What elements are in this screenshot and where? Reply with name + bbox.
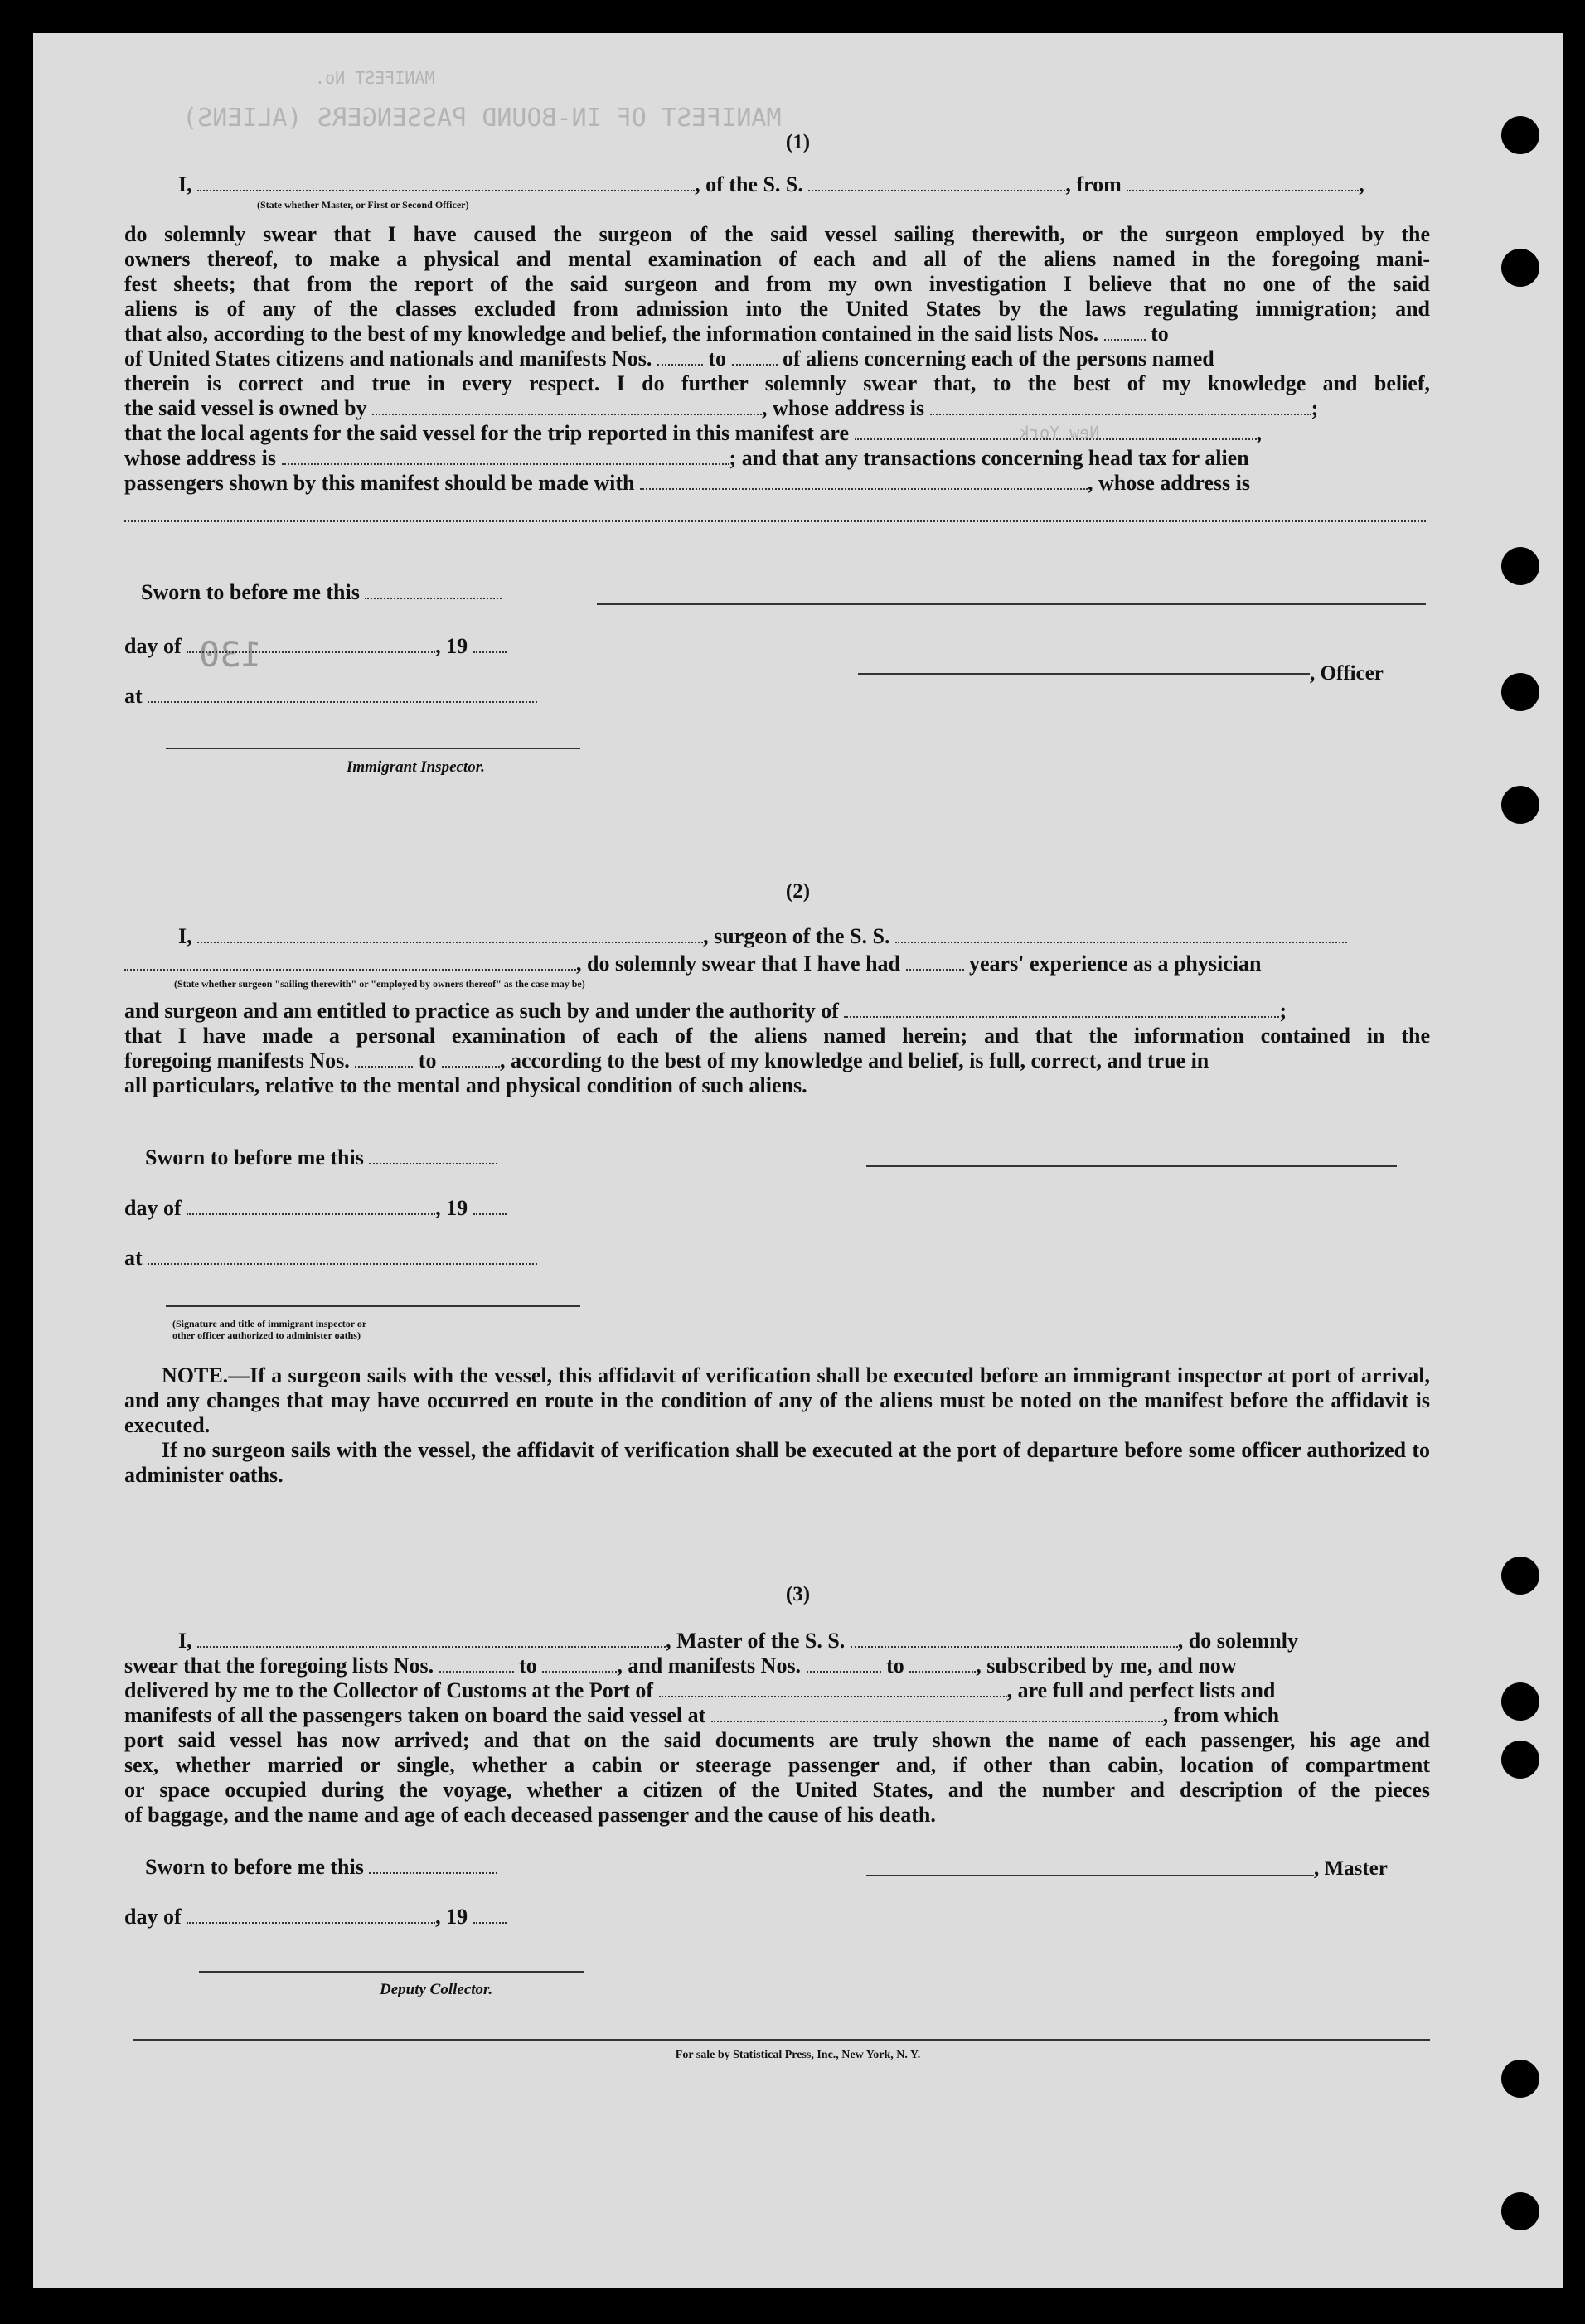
- owner-address-field[interactable]: [930, 399, 1311, 415]
- s3-lists-from-field[interactable]: [439, 1656, 514, 1673]
- surgeon-status-field[interactable]: [124, 954, 576, 971]
- surgeon-name-field[interactable]: [197, 927, 703, 943]
- s2-sworn-line: Sworn to before me this: [145, 1145, 593, 1170]
- s1-line-12: passengers shown by this manifest should be made with , whose address is: [124, 471, 1250, 495]
- s2-line-6: all particulars, relative to the mental and physical condition of such aliens.: [124, 1073, 807, 1097]
- collector-signature-line[interactable]: [199, 1971, 584, 1973]
- section-1-number: (1): [785, 131, 811, 153]
- years-experience-field[interactable]: [906, 954, 964, 971]
- s3-line-5: port said vessel has now arrived; and that on the said documents are truly shown the name of each passenger, his age and: [124, 1728, 1430, 1752]
- vessel-name-field[interactable]: [808, 175, 1065, 191]
- s1-line-6: that also, according to the best of my knowledge and belief, the information contained in the said lists Nos. to: [124, 322, 1169, 346]
- head-tax-address-field[interactable]: [124, 520, 1426, 522]
- s3-line-8: of baggage, and the name and age of each deceased passenger and the cause of his death.: [124, 1803, 936, 1827]
- manifests-to-field[interactable]: [732, 349, 778, 366]
- s3-day-field[interactable]: [187, 1907, 435, 1924]
- s2-officer-signature-line[interactable]: [166, 1305, 580, 1307]
- s3-lists-to-field[interactable]: [542, 1656, 617, 1673]
- s2-day-of-line: day of , 19: [124, 1196, 589, 1221]
- section-2-number: (2): [785, 880, 811, 903]
- s2-vessel-field[interactable]: [895, 927, 1347, 943]
- from-port-field[interactable]: [1127, 175, 1359, 191]
- officer-label: , Officer: [1310, 662, 1384, 685]
- s3-sworn-line: Sworn to before me this: [145, 1855, 593, 1880]
- ghost-title: MANIFEST OF IN-BOUND PASSENGERS (ALIENS): [182, 104, 782, 133]
- s3-manifests-from-field[interactable]: [807, 1656, 881, 1673]
- agents-address-field[interactable]: [282, 448, 729, 465]
- punch-hole: [1501, 2060, 1539, 2098]
- s1-day-of-line: day of , 19: [124, 634, 589, 659]
- note-paragraph: NOTE.—If a surgeon sails with the vessel, this affidavit of verification shall be executed before an immigrant inspector at port of arrival, and any changes that may have occurred en route in the condition of any of the aliens must be noted on the manifest before the affidavit is executed.: [124, 1363, 1430, 1437]
- s1-line-1: I, , of the S. S. , from ,: [178, 172, 1364, 196]
- master-name-field[interactable]: [197, 175, 695, 191]
- s2-manifests-from-field[interactable]: [355, 1051, 413, 1068]
- s3-line-4: manifests of all the passengers taken on board the said vessel at , from which: [124, 1703, 1280, 1727]
- local-agents-field[interactable]: [855, 424, 1257, 440]
- s3-master-name-field[interactable]: [197, 1631, 666, 1648]
- s3-line-1: I, , Master of the S. S. , do solemnly: [178, 1629, 1298, 1653]
- s2-signature-note-1: (Signature and title of immigrant inspector or: [172, 1318, 367, 1329]
- lists-from-field[interactable]: [1104, 324, 1146, 341]
- manifest-sheet: [33, 33, 1563, 2288]
- s2-year-field[interactable]: [473, 1198, 507, 1215]
- s2-at-field[interactable]: [148, 1248, 537, 1265]
- s2-line-2: , do solemnly swear that I have had years' experience as a physician: [124, 951, 1430, 976]
- s1-line-11: whose address is ; and that any transactions concerning head tax for alien: [124, 446, 1249, 470]
- s3-line-7: or space occupied during the voyage, whether a citizen of the United States, and the number and description of the pieces: [124, 1778, 1430, 1802]
- punch-hole: [1501, 786, 1539, 824]
- publisher-footer: For sale by Statistical Press, Inc., New York, N. Y.: [675, 2049, 921, 2061]
- s1-sworn-line: Sworn to before me this: [141, 580, 589, 605]
- s1-line-4: fest sheets; that from the report of the said surgeon and from my own investigation I believe that no one of the said: [124, 272, 1430, 296]
- s2-day-field[interactable]: [187, 1198, 435, 1215]
- s1-day-field[interactable]: [187, 637, 435, 653]
- master-signature-line[interactable]: [866, 1875, 1314, 1876]
- s1-line-10: that the local agents for the said vessel for the trip reported in this manifest are ,: [124, 421, 1263, 445]
- note-paragraph-2: If no surgeon sails with the vessel, the affidavit of verification shall be executed at the port of departure before some officer authorized to administer oaths.: [124, 1438, 1430, 1487]
- deputy-collector-label: Deputy Collector.: [380, 1981, 493, 1998]
- punch-hole: [1501, 249, 1539, 287]
- footer-rule: [133, 2039, 1430, 2041]
- port-of-arrival-field[interactable]: [659, 1681, 1007, 1697]
- ghost-manifest-no: MANIFEST No.: [315, 68, 435, 88]
- inspector-signature-line[interactable]: [166, 748, 580, 749]
- owner-field[interactable]: [372, 399, 762, 415]
- s1-line-8: therein is correct and true in every respect. I do further solemnly swear that, to the best of my knowledge and belief,: [124, 371, 1430, 395]
- s2-line-5: foregoing manifests Nos. to , according to the best of my knowledge and belief, is full, correct, and true in: [124, 1048, 1209, 1072]
- s3-year-field[interactable]: [473, 1907, 507, 1924]
- s2-manifests-to-field[interactable]: [442, 1051, 500, 1068]
- ghost-stamp: 130: [199, 634, 262, 675]
- s2-signature-note-2: other officer authorized to administer oaths): [172, 1329, 361, 1341]
- s3-vessel-field[interactable]: [851, 1631, 1178, 1648]
- s2-at-line: at: [124, 1246, 589, 1271]
- punch-hole: [1501, 2192, 1539, 2230]
- immigrant-inspector-label: Immigrant Inspector.: [347, 758, 485, 776]
- s1-line-7: of United States citizens and nationals and manifests Nos. to of aliens concerning each of the persons named: [124, 346, 1214, 370]
- head-tax-party-field[interactable]: [640, 473, 1088, 490]
- s3-line-3: delivered by me to the Collector of Customs at the Port of , are full and perfect lists and: [124, 1678, 1276, 1702]
- s3-line-2: swear that the foregoing lists Nos. to , and manifests Nos. to , subscribed by me, and now: [124, 1653, 1237, 1678]
- s1-at-field[interactable]: [148, 686, 537, 703]
- s1-at-line: at: [124, 684, 589, 709]
- s2-line-3: and surgeon and am entitled to practice as such by and under the authority of ;: [124, 999, 1287, 1023]
- s1-line-2: do solemnly swear that I have caused the surgeon of the said vessel sailing therewith, or the surgeon employed by the: [124, 222, 1430, 246]
- punch-hole: [1501, 673, 1539, 711]
- officer-signature-line[interactable]: [858, 673, 1310, 675]
- section-3-number: (3): [785, 1583, 811, 1605]
- s3-sworn-date-field[interactable]: [369, 1857, 497, 1874]
- s1-signature-line-top[interactable]: [597, 603, 1426, 605]
- s2-surgeon-note: (State whether surgeon "sailing therewith" or "employed by owners thereof" as the case may be): [174, 978, 585, 990]
- s1-officer-note: (State whether Master, or First or Second Officer): [257, 199, 469, 211]
- punch-hole: [1501, 1682, 1539, 1721]
- master-label: , Master: [1314, 1857, 1388, 1880]
- s2-line-4: that I have made a personal examination of each of the aliens named herein; and that the information contained in the: [124, 1024, 1430, 1048]
- surgeon-signature-line[interactable]: [866, 1165, 1397, 1167]
- s2-sworn-date-field[interactable]: [369, 1148, 497, 1164]
- s2-line-1: I, , surgeon of the S. S.: [178, 924, 1430, 949]
- punch-hole: [1501, 1741, 1539, 1779]
- punch-hole: [1501, 547, 1539, 585]
- s1-line-9: the said vessel is owned by , whose address is ;: [124, 396, 1319, 420]
- ghost-stamp-2: New York: [1020, 423, 1100, 443]
- s1-sworn-date-field[interactable]: [365, 583, 502, 599]
- authority-field[interactable]: [844, 1001, 1279, 1018]
- s3-line-6: sex, whether married or single, whether a cabin or steerage passenger and, if other than cabin, location of compartment: [124, 1753, 1430, 1777]
- port-of-embarkation-field[interactable]: [711, 1706, 1163, 1722]
- s1-line-3: owners thereof, to make a physical and mental examination of each and all of the aliens named in the foregoing mani-: [124, 247, 1430, 271]
- s1-line-5: aliens is of any of the classes excluded from admission into the United States by the laws regulating immigration; and: [124, 297, 1430, 321]
- s3-day-of-line: day of , 19: [124, 1905, 589, 1929]
- manifests-from-field[interactable]: [657, 349, 703, 366]
- s3-manifests-to-field[interactable]: [909, 1656, 976, 1673]
- s1-year-field[interactable]: [473, 637, 507, 653]
